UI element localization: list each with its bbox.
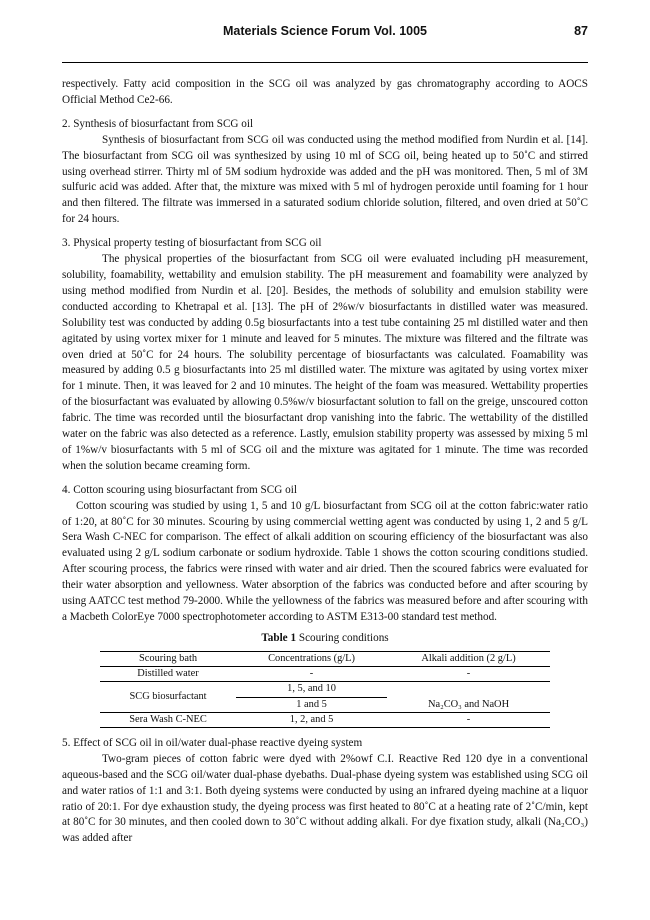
journal-title: Materials Science Forum Vol. 1005 [222, 24, 428, 38]
table-row [100, 667, 550, 682]
table-cell: - [387, 712, 550, 727]
page [62, 18, 588, 847]
table-cell: Na₂CO₃ and NaOH [387, 682, 550, 712]
table-cell: 1 and 5 [236, 697, 387, 712]
section-5-paragraph: Two-gram pieces of cotton fabric were dyed with 2%owf C.I. Reactive Red 120 dye in a conventional aqueous-based and the SCG oil/water dual-phase dyebaths. Dual-phase dyeing system was established using SCG oil and water ratios of 1:1 and 3:1. Both dyeing systems were conducted by using an infrared dyeing machine at a liquor ratio of 20:1. For dye exhaustion study, the dyeing process was first heated to 80˚C at a heating rate of 2˚C/min, kept at 80˚C for 30 minutes, and then cooled down to 30˚C without adding alkali. For dye fixation study, alkali (Na₂CO₃) was added after [62, 752, 588, 845]
table-cell: - [236, 667, 387, 682]
table-header-cell: Scouring bath [100, 651, 236, 666]
table-header-row [100, 651, 550, 666]
intro-paragraph: respectively. Fatty acid composition in the SCG oil was analyzed by gas chromatography according to AOCS Official Method Ce2-66. [62, 78, 588, 106]
section-5-heading: 5. Effect of SCG oil in oil/water dual-phase reactive dyeing system [62, 736, 363, 749]
table-cell: Distilled water [100, 667, 236, 682]
table-header-cell: Concentrations (g/L) [236, 651, 387, 666]
table-1-caption [62, 632, 588, 644]
page-number: 87 [574, 24, 588, 38]
section-3-heading: 3. Physical property testing of biosurfactant from SCG oil [62, 237, 322, 250]
section-2-paragraph: Synthesis of biosurfactant from SCG oil was conducted using the method modified from Nurdin et al. [14]. The biosurfactant from SCG oil was synthesized by using 10 ml of SCG oil, being heated up to 50˚C and stirred using overhead stirrer. Thirty ml of 5M sodium hydroxide was added and the pH was monitored. Then, 5 ml of 3M sulfuric acid was added. After that, the mixture was mixed with 5 ml of hydrogen peroxide until foaming for 1 hour and then filtered. The filtrate was immersed in a saturated sodium chloride solution, filtered, and oven dried at 50˚C for 24 hours. [62, 133, 588, 226]
table-cell: 1, 5, and 10 [236, 682, 387, 697]
scouring-conditions-table [100, 651, 550, 728]
table-cell: SCG biosurfactant [100, 682, 236, 712]
table-1-label: Table 1 [261, 631, 297, 644]
header-rule [62, 62, 588, 63]
table-cell: Sera Wash C-NEC [100, 712, 236, 727]
running-head [62, 18, 588, 44]
section-4-paragraph: Cotton scouring was studied by using 1, 5 and 10 g/L biosurfactant from SCG oil at the cotton fabric:water ratio of 1:20, at 80˚C for 30 minutes. Scouring by using commercial wetting agent was conducted by using 1, 2 and 5 g/L Sera Wash C-NEC for comparison. The effect of alkali addition on scouring efficiency of the biosurfactant was also evaluated using 2 g/L sodium carbonate or sodium hydroxide. Table 1 shows the cotton scouring conditions studied. After scouring process, the fabrics were rinsed with water and air dried. Then the scoured fabrics were evaluated for their water absorption and yellowness. Water absorption of the fabrics was conducted before and after scouring by using AATCC test method 79-2000. While the yellowness of the fabrics was measured before and after scouring with a Macbeth ColorEye 7000 spectrophotometer according to ASTM E313-00 standard test method. [62, 499, 588, 623]
table-row [100, 712, 550, 727]
section-2-heading: 2. Synthesis of biosurfactant from SCG oil [62, 117, 254, 130]
table-row [100, 682, 550, 697]
table-1-caption-text: Scouring conditions [298, 631, 389, 644]
table-cell: 1, 2, and 5 [236, 712, 387, 727]
section-3-paragraph: The physical properties of the biosurfactant from SCG oil were evaluated including pH measurement, solubility, foamability, wettability and emulsion stability. The pH measurement and foamability were analyzed by using method modified from Nurdin et al. [20]. Besides, the methods of solubility and emulsion stability were conducted according to Khetrapal et al. [13]. The pH of 2%w/v biosurfactants in distilled water was measured. Solubility test was conducted by adding 0.5g biosurfactants into a test tube containing 25 ml distilled water and then agitated by using vortex mixer for 1 minute and leaved for 5 minutes. The mixture was filtered and the filtrate was oven dried at 50˚C for 24 hours. The solubility percentage of biosurfactants was calculated. Foamability was measured by adding 0.5 g biosurfactants into 25 ml distilled water. The mixture was agitated by using vortex mixer for 1 minute. Then, it was leaved for 2 and 10 minutes. The height of the foam was measured. Wettability properties of the biosurfactant was evaluated by allowing 0.5%w/v biosurfactant solution to fall on the greige, unscoured cotton fabric. The time was recorded until the biosurfactant drop vanishing into the fabric. The wettability of the distilled water on the fabric was also detected as a reference. Lastly, emulsion stability property was assessed by mixing 5 ml of 1%w/v biosurfactants with 5 ml of SCG oil and the mixture was agitated for 1 minute. The time was recorded when the solution became creaming form. [62, 253, 588, 472]
table-cell: - [387, 667, 550, 682]
table-header-cell: Alkali addition (2 g/L) [387, 651, 550, 666]
section-4-heading: 4. Cotton scouring using biosurfactant from SCG oil [62, 483, 297, 496]
